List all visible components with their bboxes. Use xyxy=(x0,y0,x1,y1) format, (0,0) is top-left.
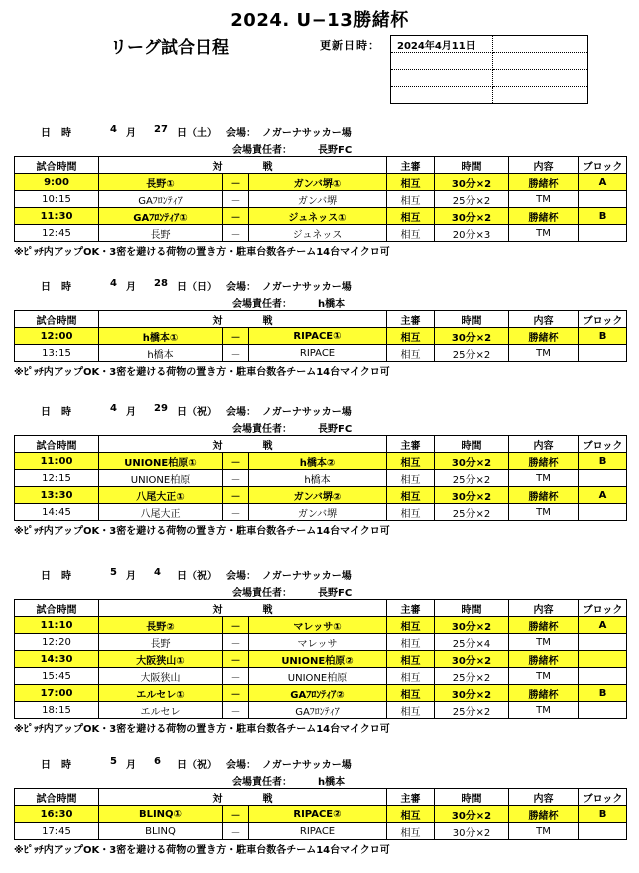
day-unit: 日 xyxy=(177,760,187,771)
date-label: 日 時 xyxy=(41,760,71,771)
cell-time: 13:15 xyxy=(15,345,99,362)
cell-home: 長野 xyxy=(99,225,223,242)
responsible-label: 会場責任者： xyxy=(232,777,292,788)
header-block: ブロック xyxy=(579,157,627,174)
page-title: 2024. U−13勝緒杯 xyxy=(230,10,409,31)
cell-ref: 相互 xyxy=(387,504,435,521)
header-referee: 主審 xyxy=(387,600,435,617)
cell-away: RIPACE xyxy=(249,345,387,362)
venue-name: ノガーナサッカー場 xyxy=(262,282,352,293)
cell-dur: 25分×2 xyxy=(435,345,509,362)
cell-content: 勝緒杯 xyxy=(509,453,579,470)
cell-dur: 25分×2 xyxy=(435,191,509,208)
cell-away: ジュネッス xyxy=(249,225,387,242)
table-row xyxy=(15,191,627,208)
cell-content: TM xyxy=(509,225,579,242)
cell-away: RIPACE① xyxy=(249,328,387,345)
cell-dur: 30分×2 xyxy=(435,208,509,225)
cell-time: 13:30 xyxy=(15,487,99,504)
month-unit: 月 xyxy=(126,760,136,771)
section-date-line xyxy=(14,274,626,294)
table-row xyxy=(15,328,627,345)
cell-ref: 相互 xyxy=(387,328,435,345)
cell-away: ガンバ堺 xyxy=(249,504,387,521)
cell-content: 勝緒杯 xyxy=(509,685,579,702)
table-row xyxy=(15,174,627,191)
cell-ref: 相互 xyxy=(387,487,435,504)
weekday: （祝） xyxy=(187,571,217,582)
cell-time: 11:30 xyxy=(15,208,99,225)
cell-vs: － xyxy=(223,174,249,191)
cell-home: UNIONE柏原① xyxy=(99,453,223,470)
table-header-row xyxy=(15,600,627,617)
header-time: 試合時間 xyxy=(15,436,99,453)
header-content: 内容 xyxy=(509,436,579,453)
update-grid xyxy=(390,35,588,104)
weekday: （日） xyxy=(187,282,217,293)
table-row xyxy=(15,702,627,719)
cell-content: 勝緒杯 xyxy=(509,328,579,345)
day-unit: 日 xyxy=(177,128,187,139)
cell-vs: － xyxy=(223,651,249,668)
cell-dur: 20分×3 xyxy=(435,225,509,242)
schedule-table xyxy=(14,599,627,719)
cell-content: 勝緒杯 xyxy=(509,617,579,634)
cell-home: 大阪狭山 xyxy=(99,668,223,685)
cell-time: 10:15 xyxy=(15,191,99,208)
cell-dur: 30分×2 xyxy=(435,617,509,634)
section-note: ※ﾋﾟｯﾁ内アップOK・3密を避ける荷物の置き方・駐車台数各チーム14台マイクロ可 xyxy=(14,247,390,258)
cell-ref: 相互 xyxy=(387,823,435,840)
responsible-name: h橋本 xyxy=(318,299,346,310)
cell-away: h橋本 xyxy=(249,470,387,487)
schedule-table xyxy=(14,310,627,362)
cell-vs: － xyxy=(223,225,249,242)
header-duration: 時間 xyxy=(435,600,509,617)
cell-ref: 相互 xyxy=(387,345,435,362)
cell-away: UNIONE柏原 xyxy=(249,668,387,685)
schedule-section xyxy=(14,120,626,258)
schedule-table xyxy=(14,435,627,521)
cell-dur: 30分×2 xyxy=(435,328,509,345)
section-note: ※ﾋﾟｯﾁ内アップOK・3密を避ける荷物の置き方・駐車台数各チーム14台マイクロ可 xyxy=(14,845,390,856)
cell-block xyxy=(579,345,627,362)
cell-away: GAﾌﾛﾝﾃｨｱ② xyxy=(249,685,387,702)
cell-vs: － xyxy=(223,634,249,651)
table-row xyxy=(15,208,627,225)
date-label: 日 時 xyxy=(41,571,71,582)
responsible-name: 長野FC xyxy=(318,145,353,156)
cell-ref: 相互 xyxy=(387,806,435,823)
header-match: 対 戦 xyxy=(99,789,387,806)
cell-home: エルセレ① xyxy=(99,685,223,702)
updated-label: 更新日時： xyxy=(320,39,380,52)
table-header-row xyxy=(15,157,627,174)
cell-home: 八尾大正① xyxy=(99,487,223,504)
cell-time: 14:45 xyxy=(15,504,99,521)
venue-label: 会場： xyxy=(226,128,256,139)
cell-vs: － xyxy=(223,328,249,345)
responsible-name: h橋本 xyxy=(318,777,346,788)
table-row xyxy=(15,634,627,651)
cell-content: 勝緒杯 xyxy=(509,487,579,504)
cell-block xyxy=(579,225,627,242)
cell-block: B xyxy=(579,685,627,702)
cell-time: 15:45 xyxy=(15,668,99,685)
responsible-label: 会場責任者： xyxy=(232,424,292,435)
responsible-label: 会場責任者： xyxy=(232,588,292,599)
table-row xyxy=(15,617,627,634)
cell-dur: 25分×2 xyxy=(435,668,509,685)
section-note: ※ﾋﾟｯﾁ内アップOK・3密を避ける荷物の置き方・駐車台数各チーム14台マイクロ可 xyxy=(14,367,390,378)
header-referee: 主審 xyxy=(387,157,435,174)
cell-ref: 相互 xyxy=(387,208,435,225)
table-header-row xyxy=(15,436,627,453)
cell-vs: － xyxy=(223,453,249,470)
section-responsible-line xyxy=(14,294,626,310)
cell-block: B xyxy=(579,453,627,470)
cell-home: UNIONE柏原 xyxy=(99,470,223,487)
cell-vs: － xyxy=(223,702,249,719)
month-value: 5 xyxy=(110,756,117,767)
date-label: 日 時 xyxy=(41,128,71,139)
cell-vs: － xyxy=(223,345,249,362)
cell-time: 16:30 xyxy=(15,806,99,823)
responsible-name: 長野FC xyxy=(318,588,353,599)
schedule-section xyxy=(14,752,626,856)
cell-block xyxy=(579,470,627,487)
header-duration: 時間 xyxy=(435,157,509,174)
cell-dur: 25分×2 xyxy=(435,504,509,521)
cell-away: マレッサ① xyxy=(249,617,387,634)
cell-ref: 相互 xyxy=(387,617,435,634)
cell-home: h橋本① xyxy=(99,328,223,345)
responsible-label: 会場責任者： xyxy=(232,145,292,156)
header-referee: 主審 xyxy=(387,789,435,806)
cell-away: h橋本② xyxy=(249,453,387,470)
cell-vs: － xyxy=(223,806,249,823)
header-time: 試合時間 xyxy=(15,600,99,617)
section-note: ※ﾋﾟｯﾁ内アップOK・3密を避ける荷物の置き方・駐車台数各チーム14台マイクロ可 xyxy=(14,724,390,735)
cell-ref: 相互 xyxy=(387,453,435,470)
responsible-label: 会場責任者： xyxy=(232,299,292,310)
header-time: 試合時間 xyxy=(15,311,99,328)
date-label: 日 時 xyxy=(41,407,71,418)
venue-label: 会場： xyxy=(226,407,256,418)
cell-away: UNIONE柏原② xyxy=(249,651,387,668)
venue-label: 会場： xyxy=(226,760,256,771)
cell-home: 長野 xyxy=(99,634,223,651)
cell-home: 長野② xyxy=(99,617,223,634)
day-unit: 日 xyxy=(177,407,187,418)
cell-vs: － xyxy=(223,668,249,685)
header-content: 内容 xyxy=(509,600,579,617)
cell-content: TM xyxy=(509,702,579,719)
cell-time: 18:15 xyxy=(15,702,99,719)
table-row xyxy=(15,651,627,668)
cell-content: 勝緒杯 xyxy=(509,208,579,225)
responsible-name: 長野FC xyxy=(318,424,353,435)
cell-ref: 相互 xyxy=(387,668,435,685)
cell-away: RIPACE② xyxy=(249,806,387,823)
cell-content: TM xyxy=(509,470,579,487)
cell-away: RIPACE xyxy=(249,823,387,840)
cell-content: 勝緒杯 xyxy=(509,174,579,191)
header-match: 対 戦 xyxy=(99,311,387,328)
month-unit: 月 xyxy=(126,407,136,418)
cell-block: B xyxy=(579,328,627,345)
cell-content: TM xyxy=(509,345,579,362)
weekday: （祝） xyxy=(187,760,217,771)
cell-away: GAﾌﾛﾝﾃｨｱ xyxy=(249,702,387,719)
schedule-table xyxy=(14,788,627,840)
schedule-section xyxy=(14,274,626,378)
month-unit: 月 xyxy=(126,128,136,139)
table-row xyxy=(15,823,627,840)
cell-dur: 30分×2 xyxy=(435,685,509,702)
cell-block xyxy=(579,191,627,208)
table-row xyxy=(15,345,627,362)
day-value: 27 xyxy=(154,124,168,135)
cell-home: 大阪狭山① xyxy=(99,651,223,668)
cell-dur: 30分×2 xyxy=(435,823,509,840)
section-date-line xyxy=(14,563,626,583)
cell-block xyxy=(579,823,627,840)
cell-vs: － xyxy=(223,487,249,504)
venue-name: ノガーナサッカー場 xyxy=(262,128,352,139)
table-row xyxy=(15,504,627,521)
cell-block: A xyxy=(579,174,627,191)
cell-block xyxy=(579,634,627,651)
cell-block: A xyxy=(579,617,627,634)
day-unit: 日 xyxy=(177,282,187,293)
cell-time: 11:10 xyxy=(15,617,99,634)
month-value: 5 xyxy=(110,567,117,578)
header-duration: 時間 xyxy=(435,436,509,453)
cell-home: BLINQ xyxy=(99,823,223,840)
cell-away: ガンバ堺① xyxy=(249,174,387,191)
cell-ref: 相互 xyxy=(387,174,435,191)
venue-name: ノガーナサッカー場 xyxy=(262,407,352,418)
cell-block: A xyxy=(579,487,627,504)
section-responsible-line xyxy=(14,583,626,599)
cell-ref: 相互 xyxy=(387,191,435,208)
cell-vs: － xyxy=(223,504,249,521)
cell-home: h橋本 xyxy=(99,345,223,362)
day-value: 4 xyxy=(154,567,161,578)
month-unit: 月 xyxy=(126,571,136,582)
header-duration: 時間 xyxy=(435,311,509,328)
cell-content: 勝緒杯 xyxy=(509,806,579,823)
cell-time: 12:00 xyxy=(15,328,99,345)
cell-dur: 30分×2 xyxy=(435,453,509,470)
table-header-row xyxy=(15,789,627,806)
section-note: ※ﾋﾟｯﾁ内アップOK・3密を避ける荷物の置き方・駐車台数各チーム14台マイクロ可 xyxy=(14,526,390,537)
table-row xyxy=(15,806,627,823)
cell-content: TM xyxy=(509,191,579,208)
header-content: 内容 xyxy=(509,789,579,806)
header-duration: 時間 xyxy=(435,789,509,806)
section-responsible-line xyxy=(14,140,626,156)
header-match: 対 戦 xyxy=(99,600,387,617)
cell-time: 17:00 xyxy=(15,685,99,702)
month-value: 4 xyxy=(110,403,117,414)
table-row xyxy=(15,453,627,470)
cell-block: B xyxy=(579,806,627,823)
table-row xyxy=(15,470,627,487)
cell-home: GAﾌﾛﾝﾃｨｱ① xyxy=(99,208,223,225)
section-responsible-line xyxy=(14,419,626,435)
schedule-section xyxy=(14,399,626,537)
day-value: 28 xyxy=(154,278,168,289)
cell-vs: － xyxy=(223,617,249,634)
header-match: 対 戦 xyxy=(99,436,387,453)
header-block: ブロック xyxy=(579,436,627,453)
section-date-line xyxy=(14,120,626,140)
cell-block xyxy=(579,702,627,719)
cell-home: 八尾大正 xyxy=(99,504,223,521)
updated-value: 2024年4月11日 xyxy=(391,36,493,53)
cell-time: 14:30 xyxy=(15,651,99,668)
venue-label: 会場： xyxy=(226,571,256,582)
section-date-line xyxy=(14,399,626,419)
month-value: 4 xyxy=(110,124,117,135)
cell-content: TM xyxy=(509,823,579,840)
header-match: 対 戦 xyxy=(99,157,387,174)
cell-block xyxy=(579,504,627,521)
page-subtitle: リーグ試合日程 xyxy=(110,38,229,58)
cell-dur: 30分×2 xyxy=(435,651,509,668)
cell-block xyxy=(579,668,627,685)
venue-name: ノガーナサッカー場 xyxy=(262,760,352,771)
cell-vs: － xyxy=(223,191,249,208)
cell-away: ジュネッス① xyxy=(249,208,387,225)
cell-dur: 30分×2 xyxy=(435,806,509,823)
day-unit: 日 xyxy=(177,571,187,582)
cell-time: 11:00 xyxy=(15,453,99,470)
header-referee: 主審 xyxy=(387,436,435,453)
header-block: ブロック xyxy=(579,311,627,328)
cell-vs: － xyxy=(223,685,249,702)
header-content: 内容 xyxy=(509,311,579,328)
cell-dur: 30分×2 xyxy=(435,487,509,504)
header-time: 試合時間 xyxy=(15,789,99,806)
table-row xyxy=(15,225,627,242)
cell-content: TM xyxy=(509,504,579,521)
cell-vs: － xyxy=(223,823,249,840)
cell-ref: 相互 xyxy=(387,634,435,651)
cell-away: ガンバ堺 xyxy=(249,191,387,208)
cell-ref: 相互 xyxy=(387,651,435,668)
table-row xyxy=(15,668,627,685)
cell-home: エルセレ xyxy=(99,702,223,719)
section-responsible-line xyxy=(14,772,626,788)
schedule-table xyxy=(14,156,627,242)
table-row xyxy=(15,685,627,702)
cell-dur: 25分×2 xyxy=(435,702,509,719)
cell-block xyxy=(579,651,627,668)
cell-dur: 30分×2 xyxy=(435,174,509,191)
month-unit: 月 xyxy=(126,282,136,293)
header-time: 試合時間 xyxy=(15,157,99,174)
cell-ref: 相互 xyxy=(387,702,435,719)
cell-content: 勝緒杯 xyxy=(509,651,579,668)
header-block: ブロック xyxy=(579,600,627,617)
month-value: 4 xyxy=(110,278,117,289)
day-value: 6 xyxy=(154,756,161,767)
cell-time: 17:45 xyxy=(15,823,99,840)
day-value: 29 xyxy=(154,403,168,414)
cell-ref: 相互 xyxy=(387,225,435,242)
cell-vs: － xyxy=(223,208,249,225)
schedule-section xyxy=(14,563,626,735)
cell-time: 12:45 xyxy=(15,225,99,242)
date-label: 日 時 xyxy=(41,282,71,293)
weekday: （土） xyxy=(187,128,217,139)
venue-label: 会場： xyxy=(226,282,256,293)
header-referee: 主審 xyxy=(387,311,435,328)
cell-dur: 25分×4 xyxy=(435,634,509,651)
venue-name: ノガーナサッカー場 xyxy=(262,571,352,582)
table-row xyxy=(15,487,627,504)
cell-content: TM xyxy=(509,634,579,651)
cell-dur: 25分×2 xyxy=(435,470,509,487)
cell-block: B xyxy=(579,208,627,225)
cell-ref: 相互 xyxy=(387,470,435,487)
header-block: ブロック xyxy=(579,789,627,806)
cell-ref: 相互 xyxy=(387,685,435,702)
cell-away: マレッサ xyxy=(249,634,387,651)
cell-vs: － xyxy=(223,470,249,487)
cell-home: 長野① xyxy=(99,174,223,191)
cell-time: 12:20 xyxy=(15,634,99,651)
section-date-line xyxy=(14,752,626,772)
cell-home: BLINQ① xyxy=(99,806,223,823)
cell-time: 9:00 xyxy=(15,174,99,191)
cell-content: TM xyxy=(509,668,579,685)
cell-away: ガンバ堺② xyxy=(249,487,387,504)
cell-home: GAﾌﾛﾝﾃｨｱ xyxy=(99,191,223,208)
header-content: 内容 xyxy=(509,157,579,174)
table-header-row xyxy=(15,311,627,328)
cell-time: 12:15 xyxy=(15,470,99,487)
weekday: （祝） xyxy=(187,407,217,418)
